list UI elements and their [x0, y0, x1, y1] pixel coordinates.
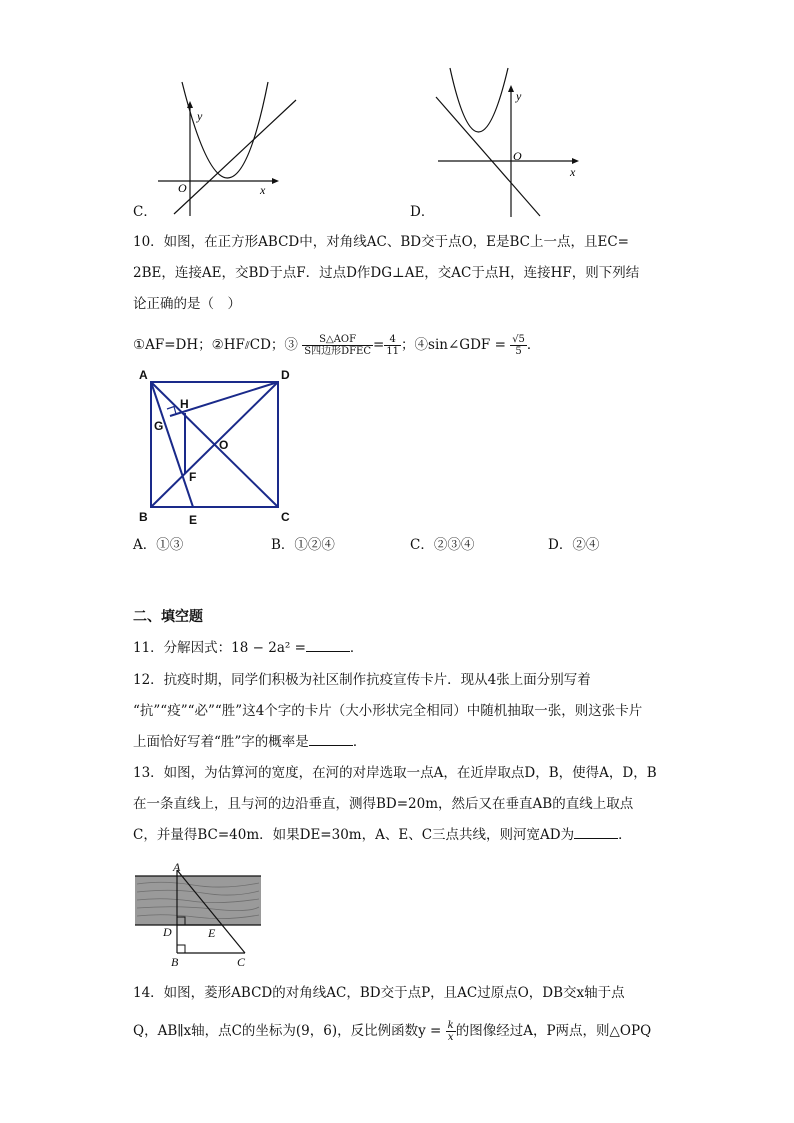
graph-option-c: [150, 78, 300, 218]
section-title: 二、填空题: [133, 609, 203, 625]
line: [174, 100, 296, 214]
origin-label: O: [178, 181, 187, 195]
parallel-icon: ⫽: [244, 339, 250, 352]
q12-line1: 12．抗疫时期，同学们积极为社区制作抗疫宣传卡片．现从4张上面分别写着: [133, 672, 591, 688]
q10-statements: ①AF=DH；②HF⫽CD；③ $\frac{\text{S△AOF}}{\text{S四边形DFEC}}$ = $\frac{4}{11}$ ；④sin∠GDF = $\frac{√5}{5}$ ．: [133, 334, 541, 357]
q10-line3: 论正确的是（ ）: [133, 296, 241, 312]
label-c: C: [237, 955, 246, 969]
x-axis-arrow: [272, 178, 279, 184]
q11-answer-blank[interactable]: [306, 639, 350, 652]
q10-option-b[interactable]: B．①②④: [271, 537, 335, 553]
label-a: A: [173, 860, 181, 874]
area-ratio-fraction: $\frac{\text{S△AOF}}{\text{S四边形DFEC}}$: [304, 334, 371, 357]
x-axis-arrow: [572, 158, 579, 164]
square-figure: [133, 365, 303, 530]
origin-label: O: [513, 149, 522, 163]
q14-line2: Q，AB∥x轴，点C的坐标为(9，6)，反比例函数y = $\frac{k}{x}$ 的图像经过A，P两点，则△OPQ: [133, 1020, 652, 1043]
q11: 11．分解因式：18 − 2a² = ．: [133, 640, 364, 656]
label-o: O: [219, 438, 229, 452]
label-b: B: [139, 510, 148, 524]
q12-line2: “抗”“疫”“必”“胜”这4个字的卡片（大小形状完全相同）中随机抽取一张，则这张卡片: [133, 703, 643, 719]
ratio-value-fraction: $\frac{4}{11}$: [386, 334, 400, 357]
label-d: D: [163, 925, 172, 939]
label-f: F: [189, 470, 197, 484]
q10-option-c[interactable]: C．②③④: [410, 537, 475, 553]
y-label: y: [516, 89, 522, 103]
option-c-label: C．: [133, 204, 157, 220]
label-h: H: [180, 397, 189, 411]
option-d-label: D．: [410, 204, 435, 220]
k-over-x-fraction: $\frac{k}{x}$: [447, 1020, 454, 1043]
y-axis-arrow: [508, 85, 514, 92]
q12-answer-blank[interactable]: [309, 733, 353, 746]
label-g: G: [154, 419, 164, 433]
label-d: D: [281, 368, 290, 382]
sin-value-fraction: $\frac{√5}{5}$: [512, 334, 525, 357]
parabola: [182, 82, 268, 178]
q13-line3: C，并量得BC=40m．如果DE=30m，A、E、C三点共线，则河宽AD为 ．: [133, 827, 632, 843]
river-figure: [133, 858, 268, 973]
q10-option-d[interactable]: D．②④: [548, 537, 600, 553]
label-e: E: [208, 926, 216, 940]
q13-answer-blank[interactable]: [574, 826, 618, 839]
q13-line2: 在一条直线上，且与河的边沿垂直，测得BD=20m，然后又在垂直AB的直线上取点: [133, 796, 634, 812]
y-label: y: [197, 109, 203, 123]
graph-option-d: [430, 62, 590, 222]
q10-option-a[interactable]: A．①③: [133, 537, 184, 553]
q14-line1: 14．如图，菱形ABCD的对角线AC，BD交于点P，且AC过原点O，DB交x轴于点: [133, 985, 625, 1001]
label-e: E: [189, 513, 198, 527]
label-c: C: [281, 510, 290, 524]
q10-line1: 10．如图，在正方形ABCD中，对角线AC、BD交于点O，E是BC上一点，且EC=: [133, 234, 629, 250]
statement-2-3: CD；③: [249, 337, 298, 353]
line: [436, 97, 540, 216]
q13-line1: 13．如图，为估算河的宽度，在河的对岸选取一点A，在近岸取点D，B，使得A，D，B: [133, 765, 657, 781]
x-label: x: [260, 183, 266, 197]
right-angle-mark: [167, 407, 176, 415]
label-a: A: [139, 368, 148, 382]
label-b: B: [171, 955, 179, 969]
statement-1-2: ①AF=DH；②HF: [133, 337, 245, 353]
q12-line3: 上面恰好写着“胜”字的概率是 ．: [133, 734, 367, 750]
x-label: x: [570, 165, 576, 179]
q10-line2: 2BE，连接AE，交BD于点F．过点D作DG⊥AE，交AC于点H，连接HF，则下列结: [133, 265, 640, 281]
statement-4: ；④sin∠GDF =: [401, 337, 506, 353]
